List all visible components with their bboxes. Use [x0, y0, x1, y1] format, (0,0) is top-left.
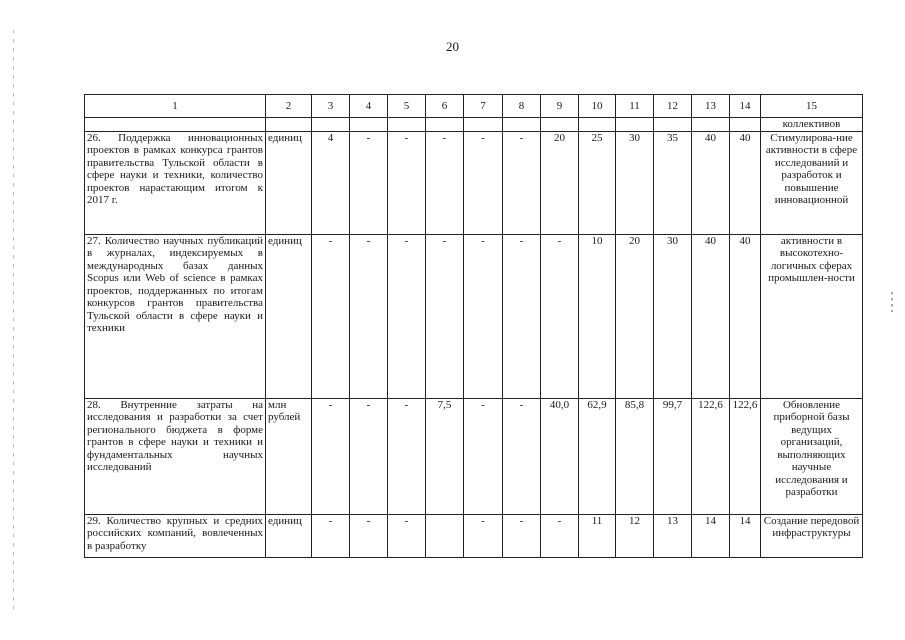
indicator-name-cell: 28. Внутренние затраты на исследования и разработки за счет регионального бюджета в форме грантов в сфере науки и техники и фундаментальных научных исследований [85, 398, 266, 514]
value-cell [388, 118, 426, 132]
value-cell: 11 [579, 514, 616, 557]
value-cell: - [350, 234, 388, 398]
value-cell: 40 [692, 234, 730, 398]
page-number: 20 [446, 39, 459, 54]
continuation-row [85, 118, 863, 132]
header-cell: 1 [85, 95, 266, 118]
header-cell: 6 [426, 95, 464, 118]
table-row [85, 514, 863, 557]
unit-cell: единиц [266, 514, 312, 557]
value-cell [730, 118, 761, 132]
value-cell: - [464, 131, 503, 234]
value-cell [692, 118, 730, 132]
value-cell: - [426, 131, 464, 234]
value-cell [426, 118, 464, 132]
header-cell: 9 [541, 95, 579, 118]
table-row [85, 234, 863, 398]
value-cell [464, 118, 503, 132]
header-cell: 11 [616, 95, 654, 118]
header-cell: 8 [503, 95, 541, 118]
value-cell [654, 118, 692, 132]
unit-cell [266, 118, 312, 132]
value-cell: 40,0 [541, 398, 579, 514]
value-cell: - [388, 398, 426, 514]
value-cell: 20 [616, 234, 654, 398]
value-cell: 40 [692, 131, 730, 234]
value-cell: 99,7 [654, 398, 692, 514]
value-cell: 25 [579, 131, 616, 234]
value-cell: 4 [312, 131, 350, 234]
unit-cell: млн рублей [266, 398, 312, 514]
value-cell: - [388, 131, 426, 234]
header-cell: 2 [266, 95, 312, 118]
note-cell: Обновление приборной базы ведущих организаций, выполняющих научные исследования и разработки [761, 398, 863, 514]
value-cell: - [312, 398, 350, 514]
header-cell: 13 [692, 95, 730, 118]
value-cell: 14 [730, 514, 761, 557]
value-cell: - [503, 514, 541, 557]
table-row [85, 398, 863, 514]
value-cell [541, 118, 579, 132]
value-cell: 10 [579, 234, 616, 398]
value-cell: - [312, 514, 350, 557]
note-cell: активности в высокотехно-логичных сферах промышлен-ности [761, 234, 863, 398]
value-cell [426, 514, 464, 557]
value-cell: 122,6 [730, 398, 761, 514]
value-cell: - [541, 234, 579, 398]
value-cell: 35 [654, 131, 692, 234]
value-cell [579, 118, 616, 132]
header-cell: 5 [388, 95, 426, 118]
value-cell: - [464, 514, 503, 557]
indicator-name-cell: 29. Количество крупных и средних российских компаний, вовлеченных в разработку [85, 514, 266, 557]
value-cell: 40 [730, 131, 761, 234]
indicator-name-cell [85, 118, 266, 132]
value-cell: 20 [541, 131, 579, 234]
value-cell: - [503, 234, 541, 398]
header-row [85, 95, 863, 118]
value-cell: - [350, 398, 388, 514]
note-cell: коллективов [761, 118, 863, 132]
header-cell: 3 [312, 95, 350, 118]
value-cell [350, 118, 388, 132]
value-cell: 30 [654, 234, 692, 398]
header-cell: 10 [579, 95, 616, 118]
indicator-name-cell: 26. Поддержка инновационных проектов в рамках конкурса грантов правительства Тульской области в сфере науки и техники, количество проектов нарастающим итогом к 2017 г. [85, 131, 266, 234]
value-cell: - [312, 234, 350, 398]
margin-dots [13, 30, 14, 610]
value-cell: 13 [654, 514, 692, 557]
value-cell: 85,8 [616, 398, 654, 514]
header-cell: 4 [350, 95, 388, 118]
table-row [85, 131, 863, 234]
value-cell: - [350, 131, 388, 234]
value-cell: 62,9 [579, 398, 616, 514]
margin-mark [891, 292, 893, 312]
value-cell: 12 [616, 514, 654, 557]
header-cell: 12 [654, 95, 692, 118]
note-cell: Стимулирова-ние активности в сфере исследований и разработок и повышение инновационной [761, 131, 863, 234]
value-cell: - [464, 398, 503, 514]
value-cell: - [350, 514, 388, 557]
value-cell: 14 [692, 514, 730, 557]
value-cell: - [503, 398, 541, 514]
value-cell: 7,5 [426, 398, 464, 514]
value-cell [312, 118, 350, 132]
indicator-name-cell: 27. Количество научных публикаций в журналах, индексируемых в международных базах данных Scopus или Web of science в рамках проектов, поддержанных по итогам конкурсов грантов правительства Тульской области в сфере науки и техники [85, 234, 266, 398]
header-cell: 7 [464, 95, 503, 118]
indicator-table [84, 94, 863, 558]
value-cell: - [388, 514, 426, 557]
unit-cell: единиц [266, 131, 312, 234]
header-cell: 15 [761, 95, 863, 118]
value-cell: - [388, 234, 426, 398]
note-cell: Создание передовой инфраструктуры [761, 514, 863, 557]
value-cell: - [541, 514, 579, 557]
value-cell: 122,6 [692, 398, 730, 514]
value-cell: 40 [730, 234, 761, 398]
value-cell: - [464, 234, 503, 398]
unit-cell: единиц [266, 234, 312, 398]
value-cell [616, 118, 654, 132]
value-cell: - [426, 234, 464, 398]
value-cell: 30 [616, 131, 654, 234]
header-cell: 14 [730, 95, 761, 118]
value-cell: - [503, 131, 541, 234]
value-cell [503, 118, 541, 132]
